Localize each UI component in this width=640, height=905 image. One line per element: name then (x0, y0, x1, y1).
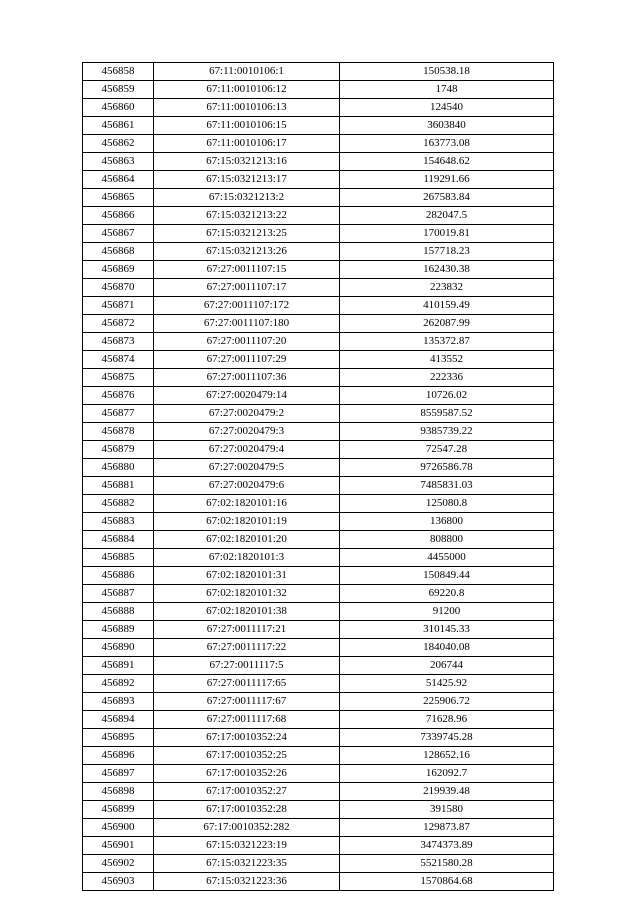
cadastral-value-cell: 223832 (340, 279, 554, 297)
cadastral-number-cell: 67:27:0011117:68 (154, 711, 340, 729)
cadastral-number-cell: 67:15:0321213:16 (154, 153, 340, 171)
cadastral-number-cell: 67:27:0011107:172 (154, 297, 340, 315)
row-number-cell: 456860 (83, 99, 154, 117)
cadastral-value-cell: 135372.87 (340, 333, 554, 351)
cadastral-value-cell: 4455000 (340, 549, 554, 567)
table-row (83, 189, 554, 207)
cadastral-value-cell: 3603840 (340, 117, 554, 135)
cadastral-number-cell: 67:27:0011117:67 (154, 693, 340, 711)
cadastral-value-cell: 184040.08 (340, 639, 554, 657)
cadastral-number-cell: 67:17:0010352:26 (154, 765, 340, 783)
row-number-cell: 456870 (83, 279, 154, 297)
cadastral-number-cell: 67:02:1820101:20 (154, 531, 340, 549)
table-row (83, 405, 554, 423)
row-number-cell: 456880 (83, 459, 154, 477)
cadastral-value-table (82, 62, 554, 891)
cadastral-number-cell: 67:17:0010352:28 (154, 801, 340, 819)
cadastral-number-cell: 67:27:0011107:15 (154, 261, 340, 279)
table-row (83, 387, 554, 405)
cadastral-number-cell: 67:11:0010106:12 (154, 81, 340, 99)
table-row (83, 207, 554, 225)
cadastral-number-cell: 67:15:0321213:17 (154, 171, 340, 189)
table-row (83, 585, 554, 603)
cadastral-number-cell: 67:15:0321213:26 (154, 243, 340, 261)
row-number-cell: 456896 (83, 747, 154, 765)
table-row (83, 351, 554, 369)
cadastral-number-cell: 67:27:0020479:4 (154, 441, 340, 459)
cadastral-value-cell: 91200 (340, 603, 554, 621)
cadastral-number-cell: 67:02:1820101:3 (154, 549, 340, 567)
row-number-cell: 456884 (83, 531, 154, 549)
cadastral-value-cell: 222336 (340, 369, 554, 387)
cadastral-value-cell: 391580 (340, 801, 554, 819)
cadastral-number-cell: 67:27:0011107:180 (154, 315, 340, 333)
cadastral-value-cell: 51425.92 (340, 675, 554, 693)
cadastral-value-cell: 3474373.89 (340, 837, 554, 855)
table-row (83, 711, 554, 729)
cadastral-value-cell: 7485831.03 (340, 477, 554, 495)
table-row (83, 819, 554, 837)
row-number-cell: 456886 (83, 567, 154, 585)
cadastral-value-cell: 136800 (340, 513, 554, 531)
row-number-cell: 456879 (83, 441, 154, 459)
cadastral-number-cell: 67:11:0010106:17 (154, 135, 340, 153)
cadastral-number-cell: 67:27:0011117:22 (154, 639, 340, 657)
row-number-cell: 456899 (83, 801, 154, 819)
row-number-cell: 456876 (83, 387, 154, 405)
cadastral-number-cell: 67:02:1820101:19 (154, 513, 340, 531)
cadastral-value-cell: 119291.66 (340, 171, 554, 189)
row-number-cell: 456903 (83, 873, 154, 891)
row-number-cell: 456858 (83, 63, 154, 81)
row-number-cell: 456874 (83, 351, 154, 369)
table-row (83, 675, 554, 693)
table-row (83, 261, 554, 279)
row-number-cell: 456867 (83, 225, 154, 243)
table-row (83, 333, 554, 351)
table-row (83, 549, 554, 567)
cadastral-value-cell: 9726586.78 (340, 459, 554, 477)
row-number-cell: 456862 (83, 135, 154, 153)
row-number-cell: 456863 (83, 153, 154, 171)
row-number-cell: 456895 (83, 729, 154, 747)
cadastral-number-cell: 67:15:0321223:36 (154, 873, 340, 891)
table-row (83, 153, 554, 171)
cadastral-number-cell: 67:02:1820101:16 (154, 495, 340, 513)
cadastral-number-cell: 67:17:0010352:27 (154, 783, 340, 801)
table-row (83, 171, 554, 189)
cadastral-value-cell: 170019.81 (340, 225, 554, 243)
cadastral-number-cell: 67:11:0010106:13 (154, 99, 340, 117)
cadastral-value-cell: 10726.02 (340, 387, 554, 405)
cadastral-value-cell: 5521580.28 (340, 855, 554, 873)
table-row (83, 783, 554, 801)
row-number-cell: 456889 (83, 621, 154, 639)
cadastral-value-cell: 808800 (340, 531, 554, 549)
cadastral-number-cell: 67:15:0321213:2 (154, 189, 340, 207)
cadastral-number-cell: 67:27:0011107:20 (154, 333, 340, 351)
cadastral-value-cell: 1748 (340, 81, 554, 99)
cadastral-value-cell: 410159.49 (340, 297, 554, 315)
row-number-cell: 456861 (83, 117, 154, 135)
table-row (83, 531, 554, 549)
row-number-cell: 456888 (83, 603, 154, 621)
cadastral-number-cell: 67:11:0010106:1 (154, 63, 340, 81)
row-number-cell: 456902 (83, 855, 154, 873)
cadastral-value-cell: 9385739.22 (340, 423, 554, 441)
cadastral-value-cell: 150538.18 (340, 63, 554, 81)
table-row (83, 369, 554, 387)
table-row (83, 621, 554, 639)
table-body (83, 63, 554, 891)
row-number-cell: 456873 (83, 333, 154, 351)
row-number-cell: 456878 (83, 423, 154, 441)
cadastral-value-cell: 154648.62 (340, 153, 554, 171)
cadastral-number-cell: 67:27:0011117:5 (154, 657, 340, 675)
cadastral-value-cell: 157718.23 (340, 243, 554, 261)
cadastral-number-cell: 67:11:0010106:15 (154, 117, 340, 135)
row-number-cell: 456882 (83, 495, 154, 513)
table-row (83, 567, 554, 585)
row-number-cell: 456875 (83, 369, 154, 387)
cadastral-number-cell: 67:15:0321213:25 (154, 225, 340, 243)
cadastral-value-cell: 69220.8 (340, 585, 554, 603)
row-number-cell: 456872 (83, 315, 154, 333)
table-row (83, 99, 554, 117)
cadastral-number-cell: 67:27:0011117:21 (154, 621, 340, 639)
row-number-cell: 456894 (83, 711, 154, 729)
cadastral-number-cell: 67:27:0011107:17 (154, 279, 340, 297)
row-number-cell: 456892 (83, 675, 154, 693)
cadastral-number-cell: 67:27:0020479:3 (154, 423, 340, 441)
table-row (83, 441, 554, 459)
table-row (83, 693, 554, 711)
table-row (83, 495, 554, 513)
cadastral-number-cell: 67:15:0321223:35 (154, 855, 340, 873)
cadastral-value-cell: 163773.08 (340, 135, 554, 153)
table-row (83, 117, 554, 135)
cadastral-value-cell: 150849.44 (340, 567, 554, 585)
cadastral-number-cell: 67:02:1820101:32 (154, 585, 340, 603)
cadastral-value-cell: 310145.33 (340, 621, 554, 639)
table-row (83, 855, 554, 873)
cadastral-value-cell: 162092.7 (340, 765, 554, 783)
row-number-cell: 456865 (83, 189, 154, 207)
row-number-cell: 456869 (83, 261, 154, 279)
row-number-cell: 456893 (83, 693, 154, 711)
cadastral-value-cell: 124540 (340, 99, 554, 117)
table-row (83, 801, 554, 819)
cadastral-value-cell: 72547.28 (340, 441, 554, 459)
cadastral-value-cell: 219939.48 (340, 783, 554, 801)
table-row (83, 657, 554, 675)
row-number-cell: 456877 (83, 405, 154, 423)
cadastral-number-cell: 67:27:0011117:65 (154, 675, 340, 693)
cadastral-value-cell: 225906.72 (340, 693, 554, 711)
table-row (83, 873, 554, 891)
row-number-cell: 456891 (83, 657, 154, 675)
table-row (83, 225, 554, 243)
row-number-cell: 456900 (83, 819, 154, 837)
row-number-cell: 456901 (83, 837, 154, 855)
row-number-cell: 456859 (83, 81, 154, 99)
row-number-cell: 456883 (83, 513, 154, 531)
cadastral-number-cell: 67:27:0011107:29 (154, 351, 340, 369)
cadastral-value-cell: 282047.5 (340, 207, 554, 225)
table-row (83, 423, 554, 441)
cadastral-number-cell: 67:27:0020479:5 (154, 459, 340, 477)
table-row (83, 477, 554, 495)
row-number-cell: 456871 (83, 297, 154, 315)
table-row (83, 513, 554, 531)
row-number-cell: 456885 (83, 549, 154, 567)
row-number-cell: 456887 (83, 585, 154, 603)
cadastral-number-cell: 67:27:0020479:6 (154, 477, 340, 495)
table-row (83, 63, 554, 81)
cadastral-value-cell: 267583.84 (340, 189, 554, 207)
table-row (83, 747, 554, 765)
table-row (83, 243, 554, 261)
cadastral-number-cell: 67:17:0010352:25 (154, 747, 340, 765)
cadastral-number-cell: 67:02:1820101:31 (154, 567, 340, 585)
table-row (83, 639, 554, 657)
table-row (83, 135, 554, 153)
cadastral-number-cell: 67:27:0020479:2 (154, 405, 340, 423)
row-number-cell: 456866 (83, 207, 154, 225)
cadastral-number-cell: 67:27:0011107:36 (154, 369, 340, 387)
cadastral-number-cell: 67:17:0010352:24 (154, 729, 340, 747)
table-row (83, 81, 554, 99)
cadastral-value-cell: 8559587.52 (340, 405, 554, 423)
cadastral-number-cell: 67:17:0010352:282 (154, 819, 340, 837)
table-row (83, 603, 554, 621)
row-number-cell: 456868 (83, 243, 154, 261)
cadastral-value-cell: 413552 (340, 351, 554, 369)
cadastral-number-cell: 67:27:0020479:14 (154, 387, 340, 405)
table-row (83, 279, 554, 297)
row-number-cell: 456881 (83, 477, 154, 495)
table-row (83, 765, 554, 783)
cadastral-value-cell: 71628.96 (340, 711, 554, 729)
cadastral-value-cell: 125080.8 (340, 495, 554, 513)
cadastral-value-cell: 1570864.68 (340, 873, 554, 891)
cadastral-number-cell: 67:15:0321223:19 (154, 837, 340, 855)
cadastral-value-cell: 206744 (340, 657, 554, 675)
row-number-cell: 456864 (83, 171, 154, 189)
row-number-cell: 456898 (83, 783, 154, 801)
table-row (83, 459, 554, 477)
row-number-cell: 456897 (83, 765, 154, 783)
cadastral-value-cell: 262087.99 (340, 315, 554, 333)
table-row (83, 837, 554, 855)
cadastral-value-cell: 162430.38 (340, 261, 554, 279)
cadastral-value-cell: 129873.87 (340, 819, 554, 837)
cadastral-value-cell: 7339745.28 (340, 729, 554, 747)
table-row (83, 315, 554, 333)
cadastral-number-cell: 67:02:1820101:38 (154, 603, 340, 621)
table-row (83, 729, 554, 747)
row-number-cell: 456890 (83, 639, 154, 657)
cadastral-value-cell: 128652.16 (340, 747, 554, 765)
cadastral-number-cell: 67:15:0321213:22 (154, 207, 340, 225)
table-row (83, 297, 554, 315)
